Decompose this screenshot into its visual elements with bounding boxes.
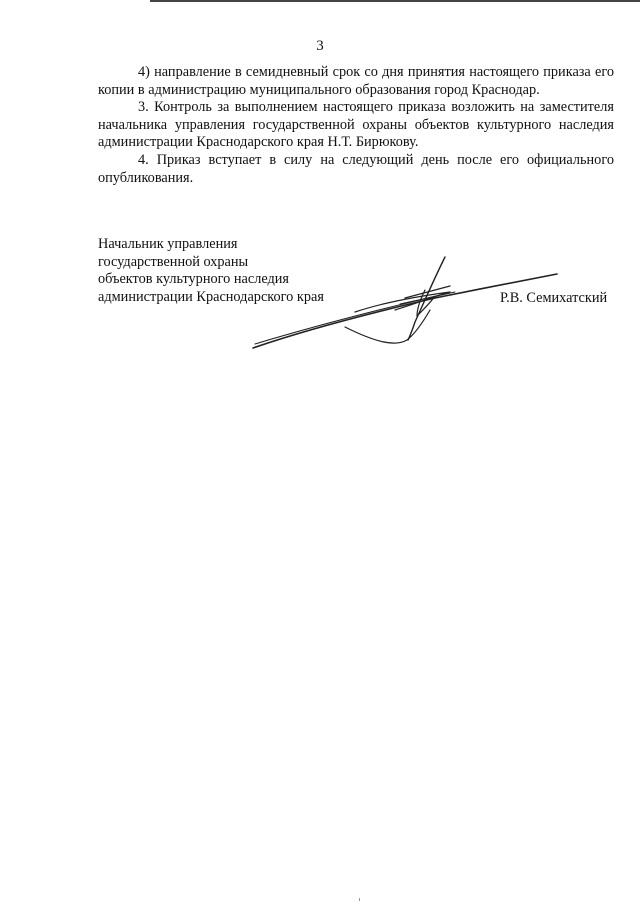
scan-mark: [359, 898, 360, 901]
document-body: [98, 64, 614, 187]
position-line: объектов культурного наследия: [98, 271, 289, 288]
paragraph-item-4-subpoint: 4) направление в семидневный срок со дня принятия настоящего приказа его копии в администрацию муниципального образования город Краснодар.: [98, 64, 614, 98]
position-line: администрации Краснодарского края: [98, 288, 324, 305]
page-number: 3: [316, 38, 324, 54]
position-line: государственной охраны: [98, 253, 249, 270]
signer-name: Р.В. Семихатский: [500, 290, 608, 306]
paragraph-effective-date: 4. Приказ вступает в силу на следующий день после его официального опубликования.: [98, 151, 614, 186]
position-line: Начальник управления: [98, 236, 238, 252]
top-border-line: [150, 0, 640, 2]
paragraph-control: 3. Контроль за выполнением настоящего приказа возложить на заместителя начальника управления государственной охраны объектов культурного наследия администрации Краснодарского края Н.Т. Бирюкову.: [98, 99, 614, 151]
